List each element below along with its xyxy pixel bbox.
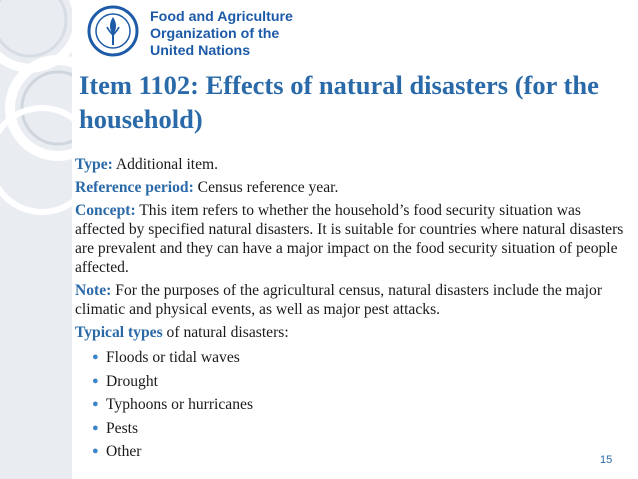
slide-body	[75, 155, 630, 464]
type-text: Additional item.	[112, 156, 219, 173]
concept-paragraph	[75, 201, 630, 277]
reference-period-text: Census reference year.	[193, 179, 339, 196]
reference-period-paragraph	[75, 178, 630, 197]
organization-name	[150, 9, 293, 60]
note-label: Note:	[75, 282, 112, 299]
bullet-icon: ●	[92, 374, 99, 387]
fao-logo-icon	[87, 5, 139, 57]
bullet-icon: ●	[92, 351, 99, 363]
org-line-3: United Nations	[150, 43, 251, 59]
bullet-icon: ●	[92, 421, 99, 434]
bullet-icon: ●	[92, 398, 99, 410]
list-item	[92, 346, 630, 370]
page-number: 15	[600, 454, 613, 466]
typical-types-paragraph	[75, 323, 630, 342]
disaster-types-list	[75, 346, 630, 464]
bullet-icon: ●	[92, 445, 99, 457]
list-item-text: Other	[106, 443, 142, 460]
typical-types-label: Typical types	[75, 324, 163, 341]
note-text: For the purposes of the agricultural census, natural disasters include the major climatic and physical events, as well as major pest attacks.	[75, 282, 603, 318]
slide-title: Item 1102: Effects of natural disasters (for the household)	[79, 70, 599, 134]
org-line-1: Food and Agriculture	[150, 9, 293, 25]
list-item-text: Floods or tidal waves	[106, 349, 240, 366]
list-item-text: Pests	[106, 419, 139, 437]
org-line-2: Organization of the	[150, 26, 280, 42]
type-label: Type:	[75, 156, 113, 173]
list-item	[92, 440, 630, 464]
list-item-text: Drought	[106, 372, 158, 390]
type-paragraph	[75, 155, 630, 174]
list-item	[92, 370, 630, 394]
note-paragraph	[75, 281, 630, 319]
list-item	[92, 393, 630, 417]
list-item	[92, 417, 630, 441]
concept-text: This item refers to whether the household’s food security situation was affected by specified natural disasters. It is suitable for countries where natural disasters are prevalent and they can have a major impact on the food security situation of people affected.	[75, 202, 624, 276]
typical-types-text: of natural disasters:	[162, 324, 289, 341]
list-item-text: Typhoons or hurricanes	[106, 396, 254, 413]
reference-period-label: Reference period:	[75, 179, 194, 196]
concept-label: Concept:	[75, 202, 136, 219]
